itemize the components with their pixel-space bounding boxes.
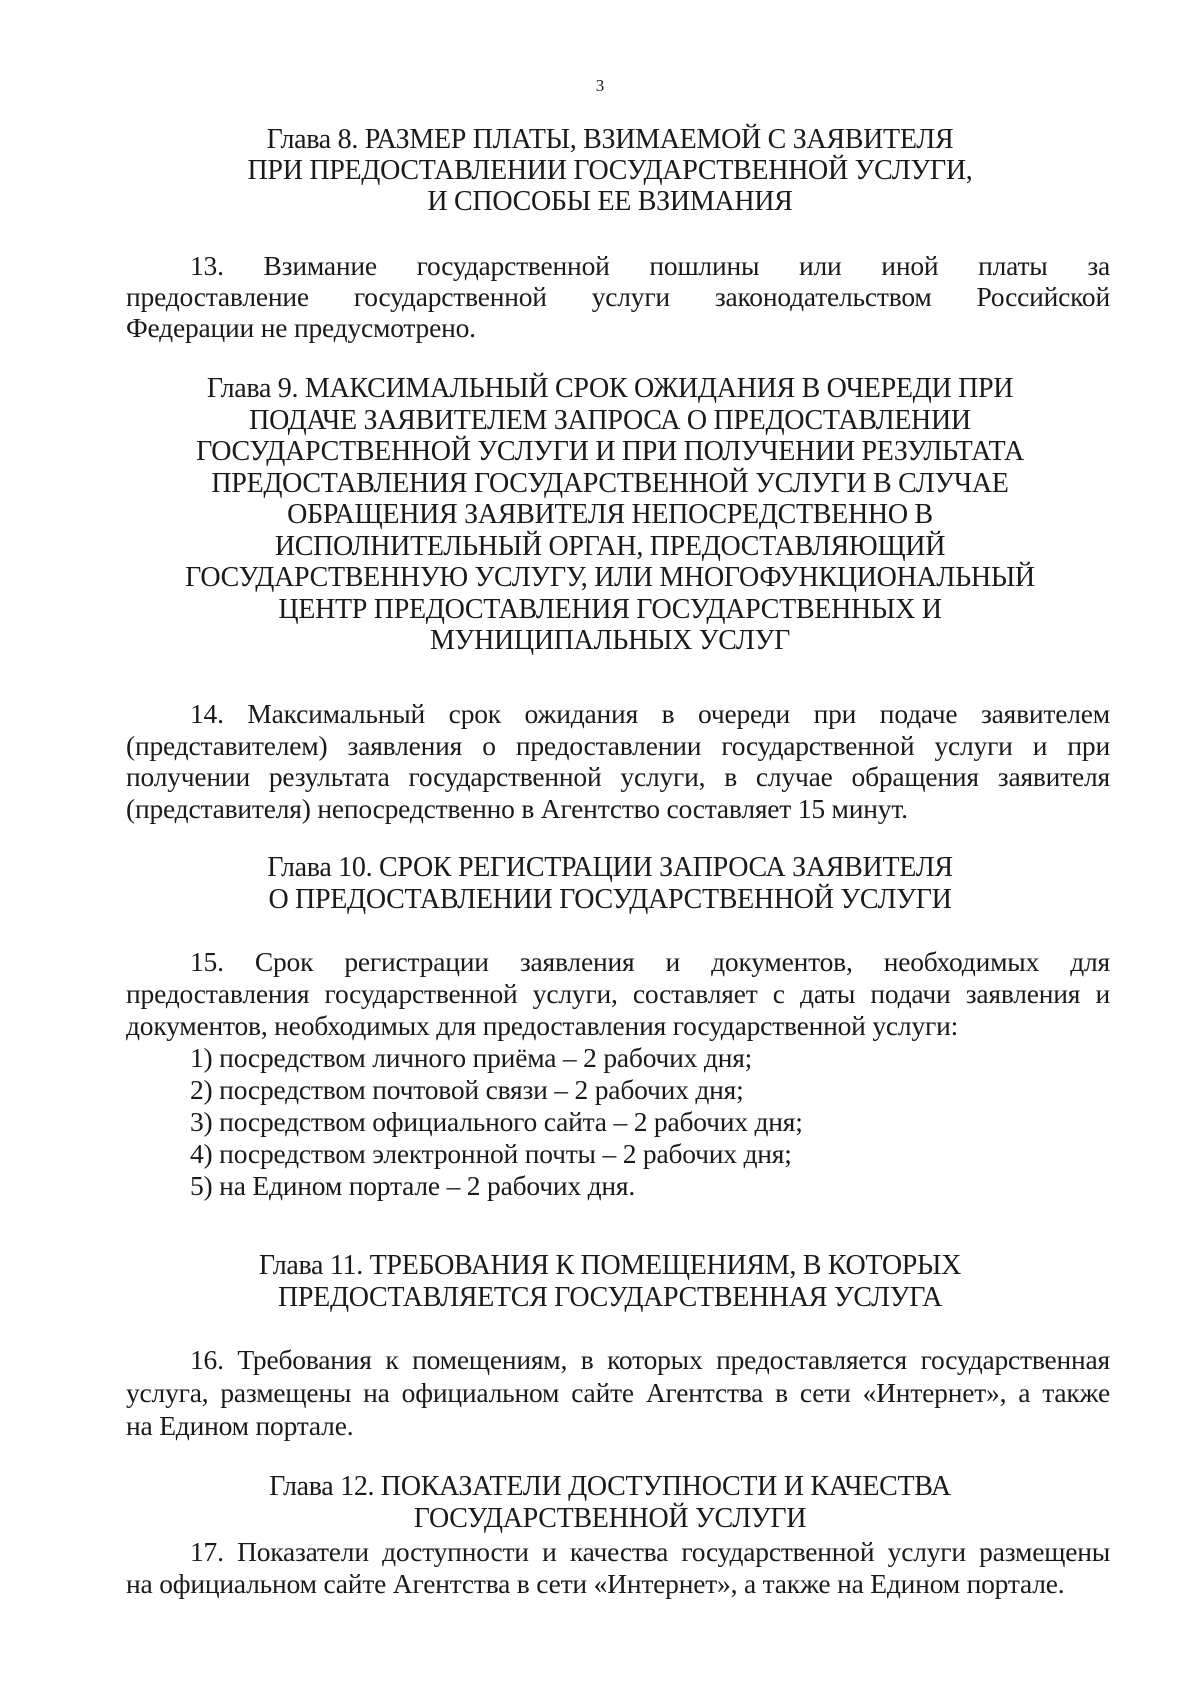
chapter-heading-line: ГОСУДАРСТВЕННУЮ УСЛУГУ, ИЛИ МНОГОФУНКЦИОНАЛЬНЫЙ (185, 562, 1035, 593)
chapter-heading-line: Глава 12. ПОКАЗАТЕЛИ ДОСТУПНОСТИ И КАЧЕСТВА (269, 1471, 951, 1502)
chapter-heading-line: О ПРЕДОСТАВЛЕНИИ ГОСУДАРСТВЕННОЙ УСЛУГИ (268, 884, 952, 915)
page-number: 3 (595, 76, 605, 95)
chapter-heading-line: МУНИЦИПАЛЬНЫХ УСЛУГ (429, 625, 791, 656)
paragraph-13 (126, 250, 1110, 343)
paragraph-line: 14. Максимальный срок ожидания в очереди при подаче заявителем (190, 698, 1110, 729)
paragraph-line: 13. Взимание государственной пошлины или иной платы за (190, 250, 1110, 281)
list-item: 3) посредством официального сайта – 2 рабочих дня; (190, 1106, 803, 1137)
list-item: 2) посредством почтовой связи – 2 рабочих дня; (190, 1074, 744, 1105)
paragraph-line: на Едином портале. (126, 1410, 354, 1441)
list-item: 5) на Едином портале – 2 рабочих дня. (190, 1170, 636, 1201)
paragraph-14 (126, 698, 1110, 824)
paragraph-line: Федерации не предусмотрено. (126, 312, 476, 343)
chapter-heading-line: ИСПОЛНИТЕЛЬНЫЙ ОРГАН, ПРЕДОСТАВЛЯЮЩИЙ (274, 530, 946, 562)
chapter-heading-line: ЦЕНТР ПРЕДОСТАВЛЕНИЯ ГОСУДАРСТВЕННЫХ И (278, 593, 942, 625)
paragraph-line: предоставления государственной услуги, составляет с даты подачи заявления и (126, 978, 1110, 1009)
paragraph-line: на официальном сайте Агентства в сети «Интернет», а также на Едином портале. (126, 1568, 1065, 1599)
paragraph-line: 16. Требования к помещениям, в которых предоставляется государственная (190, 1344, 1110, 1375)
paragraph-15 (126, 946, 1110, 1202)
chapter-heading-line: ГОСУДАРСТВЕННОЙ УСЛУГИ (413, 1503, 807, 1534)
paragraph-17 (126, 1536, 1110, 1600)
chapter-8-heading (120, 124, 1100, 217)
paragraph-line: 17. Показатели доступности и качества государственной услуги размещены (190, 1536, 1110, 1567)
paragraph-line: (представителем) заявления о предоставлении государственной услуги и при (126, 729, 1110, 761)
paragraph-line: (представителя) непосредственно в Агентство составляет 15 минут. (126, 792, 908, 824)
chapter-heading-line: ПОДАЧЕ ЗАЯВИТЕЛЕМ ЗАПРОСА О ПРЕДОСТАВЛЕНИИ (249, 404, 971, 436)
chapter-heading-line: ПРЕДОСТАВЛЯЕТСЯ ГОСУДАРСТВЕННАЯ УСЛУГА (277, 1282, 943, 1313)
chapter-12-heading (120, 1471, 1100, 1535)
chapter-heading-line: Глава 11. ТРЕБОВАНИЯ К ПОМЕЩЕНИЯМ, В КОТОРЫХ (258, 1250, 962, 1281)
chapter-9-heading (120, 373, 1100, 657)
chapter-heading-line: ОБРАЩЕНИЯ ЗАЯВИТЕЛЯ НЕПОСРЕДСТВЕННО В (287, 499, 933, 530)
chapter-heading-line: ГОСУДАРСТВЕННОЙ УСЛУГИ И ПРИ ПОЛУЧЕНИИ РЕЗУЛЬТАТА (196, 436, 1024, 467)
paragraph-line: получении результата государственной услуги, в случае обращения заявителя (126, 761, 1110, 792)
chapter-10-heading (120, 852, 1100, 916)
chapter-heading-line: Глава 9. МАКСИМАЛЬНЫЙ СРОК ОЖИДАНИЯ В ОЧЕРЕДИ ПРИ (206, 373, 1014, 404)
chapter-11-heading (120, 1250, 1100, 1314)
paragraph-16 (126, 1343, 1110, 1442)
chapter-heading-line: Глава 8. РАЗМЕР ПЛАТЫ, ВЗИМАЕМОЙ С ЗАЯВИТЕЛЯ (266, 124, 954, 155)
paragraph-line: 15. Срок регистрации заявления и документов, необходимых для (190, 946, 1110, 977)
paragraph-line: предоставление государственной услуги законодательством Российской (126, 281, 1110, 312)
chapter-heading-line: ПРЕДОСТАВЛЕНИЯ ГОСУДАРСТВЕННОЙ УСЛУГИ В СЛУЧАЕ (211, 467, 1009, 499)
chapter-heading-line: И СПОСОБЫ ЕЕ ВЗИМАНИЯ (427, 186, 793, 217)
paragraph-line: документов, необходимых для предоставления государственной услуги: (126, 1010, 959, 1041)
list-item: 1) посредством личного приёма – 2 рабочих дня; (190, 1042, 753, 1073)
paragraph-line: услуга, размещены на официальном сайте Агентства в сети «Интернет», а также (126, 1377, 1110, 1408)
list-item: 4) посредством электронной почты – 2 рабочих дня; (190, 1138, 792, 1169)
chapter-heading-line: ПРИ ПРЕДОСТАВЛЕНИИ ГОСУДАРСТВЕННОЙ УСЛУГИ, (247, 155, 973, 186)
chapter-heading-line: Глава 10. СРОК РЕГИСТРАЦИИ ЗАПРОСА ЗАЯВИТЕЛЯ (267, 852, 953, 883)
